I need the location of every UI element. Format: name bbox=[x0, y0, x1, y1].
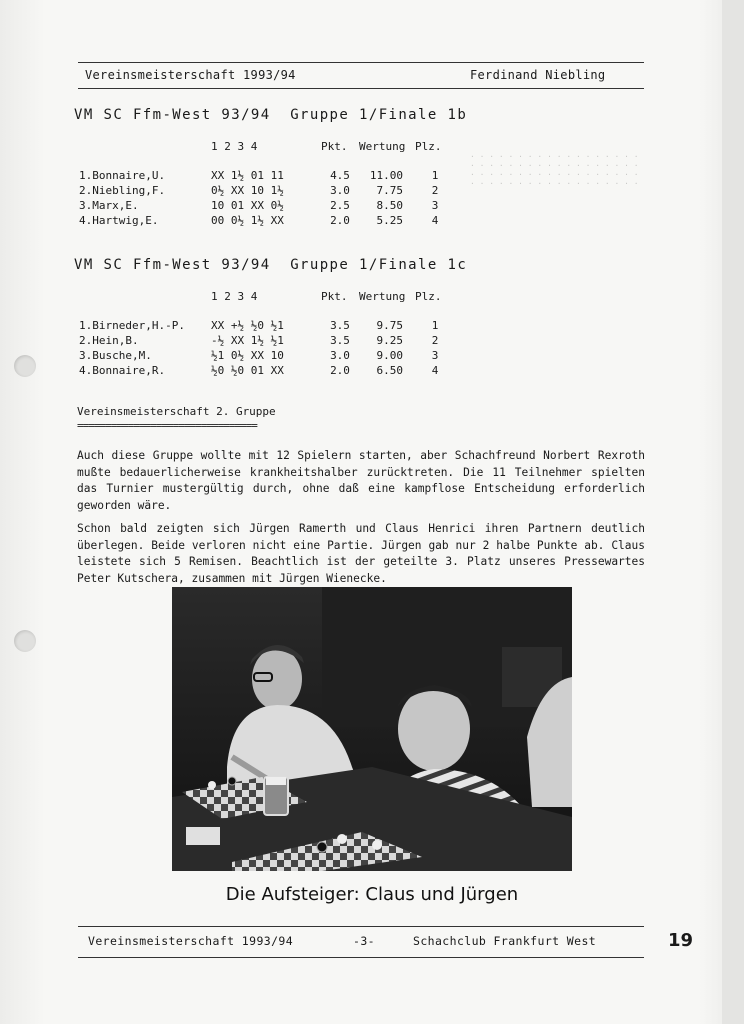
table-row: 2.Niebling,F. 0½ XX 10 1½ 3.0 7.75 2 bbox=[79, 184, 439, 197]
players-photo bbox=[172, 587, 572, 871]
table-header-row: 1 2 3 4 Pkt. Wertung Plz. bbox=[211, 140, 442, 153]
page-number: 19 bbox=[668, 930, 694, 951]
section-1b-title: VM SC Ffm-West 93/94 Gruppe 1/Finale 1b bbox=[74, 107, 468, 123]
table-row: 3.Marx,E. 10 01 XX 0½ 2.5 8.50 3 bbox=[79, 199, 439, 212]
page-edge bbox=[722, 0, 744, 1024]
footer-rule-bottom bbox=[78, 957, 644, 958]
crosstable-1c bbox=[79, 290, 455, 379]
table-row: 4.Bonnaire,R. ½0 ½0 01 XX 2.0 6.50 4 bbox=[79, 364, 439, 377]
paragraph-2: Schon bald zeigten sich Jürgen Ramerth und Claus Henrici ihren Partnern deutlich überlegen. Beide verloren nicht eine Partie. Jürgen gab nur 2 halbe Punkte ab. Claus leistete sich 5 Remisen. Beachtlich ist der geteilte 3. Platz unseres Pressewartes Peter Kutschera, zusammen mit Jürgen Wienecke. bbox=[77, 522, 645, 585]
photo-illustration bbox=[172, 587, 572, 871]
table-row: 2.Hein,B. -½ XX 1½ ½1 3.5 9.25 2 bbox=[79, 334, 439, 347]
bleed-through: . . . . . . . . . . . . . . . . . . . . . . . . . . . . . . . . . . . . . . . . . . . . . . . . . . . . . . . . . . . . . . . . . . . . . . . . bbox=[470, 150, 639, 186]
table-header-row: 1 2 3 4 Pkt. Wertung Plz. bbox=[211, 290, 442, 303]
table-row: 4.Hartwig,E. 00 0½ 1½ XX 2.0 5.25 4 bbox=[79, 214, 439, 227]
footer-club: Schachclub Frankfurt West bbox=[413, 934, 597, 948]
table-row: 1.Birneder,H.-P. XX +½ ½0 ½1 3.5 9.75 1 bbox=[79, 319, 439, 332]
footer-title: Vereinsmeisterschaft 1993/94 bbox=[88, 934, 294, 948]
paragraph-1: Auch diese Gruppe wollte mit 12 Spielern starten, aber Schachfreund Norbert Rexroth mußte bedauerlicherweise krankheitshalber zurücktreten. Die 11 Teilnehmer spielten das Turnier mustergültig durch, ohne daß eine kampflose Entscheidung erforderlich geworden wäre. bbox=[77, 449, 645, 512]
photo-caption: Die Aufsteiger: Claus und Jürgen bbox=[225, 884, 519, 905]
group2-heading: Vereinsmeisterschaft 2. Gruppe bbox=[77, 405, 276, 418]
header-rule-top bbox=[78, 62, 644, 63]
footer-rule-top bbox=[78, 926, 644, 927]
group2-underline: ================================ bbox=[77, 419, 257, 432]
table-row: 3.Busche,M. ½1 0½ XX 10 3.0 9.00 3 bbox=[79, 349, 439, 362]
header-title: Vereinsmeisterschaft 1993/94 bbox=[85, 68, 296, 82]
footer-page-marker: -3- bbox=[353, 934, 375, 948]
crosstable-1b bbox=[79, 140, 455, 229]
header-rule-bottom bbox=[78, 88, 644, 89]
header-author: Ferdinand Niebling bbox=[470, 68, 606, 82]
punch-hole bbox=[14, 630, 36, 652]
section-1c-title: VM SC Ffm-West 93/94 Gruppe 1/Finale 1c bbox=[74, 257, 468, 273]
table-row: 1.Bonnaire,U. XX 1½ 01 11 4.5 11.00 1 bbox=[79, 169, 439, 182]
punch-hole bbox=[14, 355, 36, 377]
